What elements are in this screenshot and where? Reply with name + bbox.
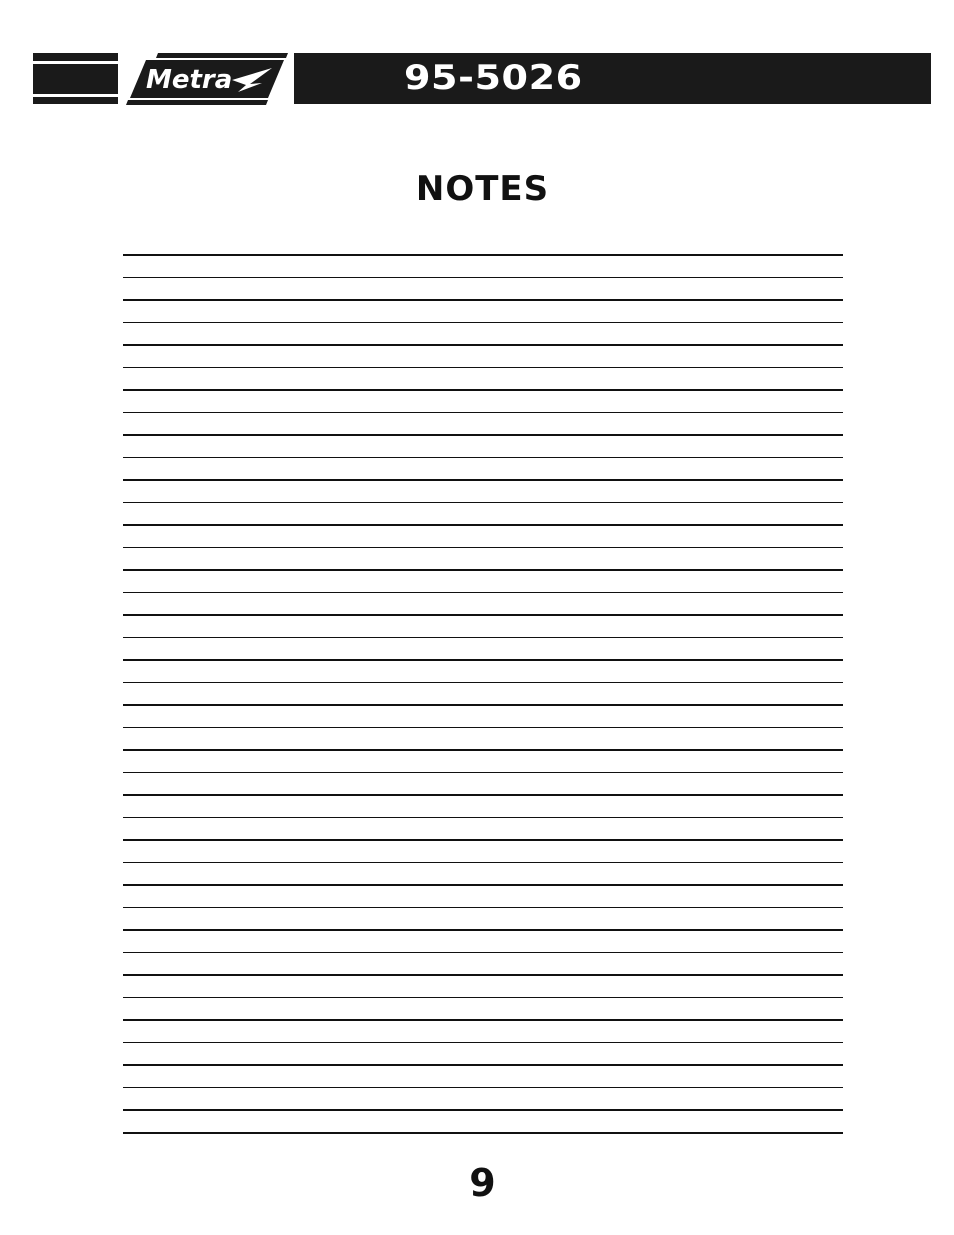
note-line [123, 637, 843, 660]
header-bar [294, 53, 931, 104]
note-line [123, 479, 843, 502]
header-stripe [33, 94, 118, 97]
logo-stripe-top [156, 53, 288, 58]
logo-wordmark: Metra [146, 65, 233, 95]
note-line [123, 547, 843, 570]
note-line [123, 344, 843, 367]
note-line [123, 569, 843, 592]
note-line [123, 682, 843, 705]
note-line [123, 412, 843, 435]
note-line [123, 727, 843, 750]
note-line [123, 1064, 843, 1087]
note-line [123, 704, 843, 727]
note-line [123, 772, 843, 795]
notes-lines [123, 254, 843, 1134]
note-line [123, 434, 843, 457]
note-line [123, 524, 843, 547]
note-line [123, 1042, 843, 1065]
note-line [123, 389, 843, 412]
note-line [123, 862, 843, 885]
page-number: 9 [469, 1161, 496, 1205]
header-left-bar [33, 53, 118, 104]
note-line [123, 277, 843, 300]
note-line [123, 1019, 843, 1042]
note-line [123, 952, 843, 975]
note-line [123, 907, 843, 930]
note-line [123, 457, 843, 480]
note-line [123, 659, 843, 682]
metra-logo-mark [122, 50, 288, 106]
note-line [123, 322, 843, 345]
note-line [123, 997, 843, 1020]
note-line [123, 794, 843, 817]
page-title: NOTES [415, 169, 550, 209]
note-line [123, 502, 843, 525]
note-line [123, 817, 843, 840]
note-line [123, 1132, 843, 1134]
note-line [123, 299, 843, 322]
note-line [123, 929, 843, 952]
note-line [123, 254, 843, 277]
header-stripe [33, 61, 118, 64]
note-line [123, 1087, 843, 1110]
note-line [123, 592, 843, 615]
note-line [123, 614, 843, 637]
part-number: 95-5026 [404, 58, 583, 98]
note-line [123, 1109, 843, 1132]
logo-stripe-bottom [126, 100, 268, 105]
note-line [123, 749, 843, 772]
note-line [123, 974, 843, 997]
note-line [123, 367, 843, 390]
metra-logo [122, 50, 288, 106]
note-line [123, 884, 843, 907]
note-line [123, 839, 843, 862]
